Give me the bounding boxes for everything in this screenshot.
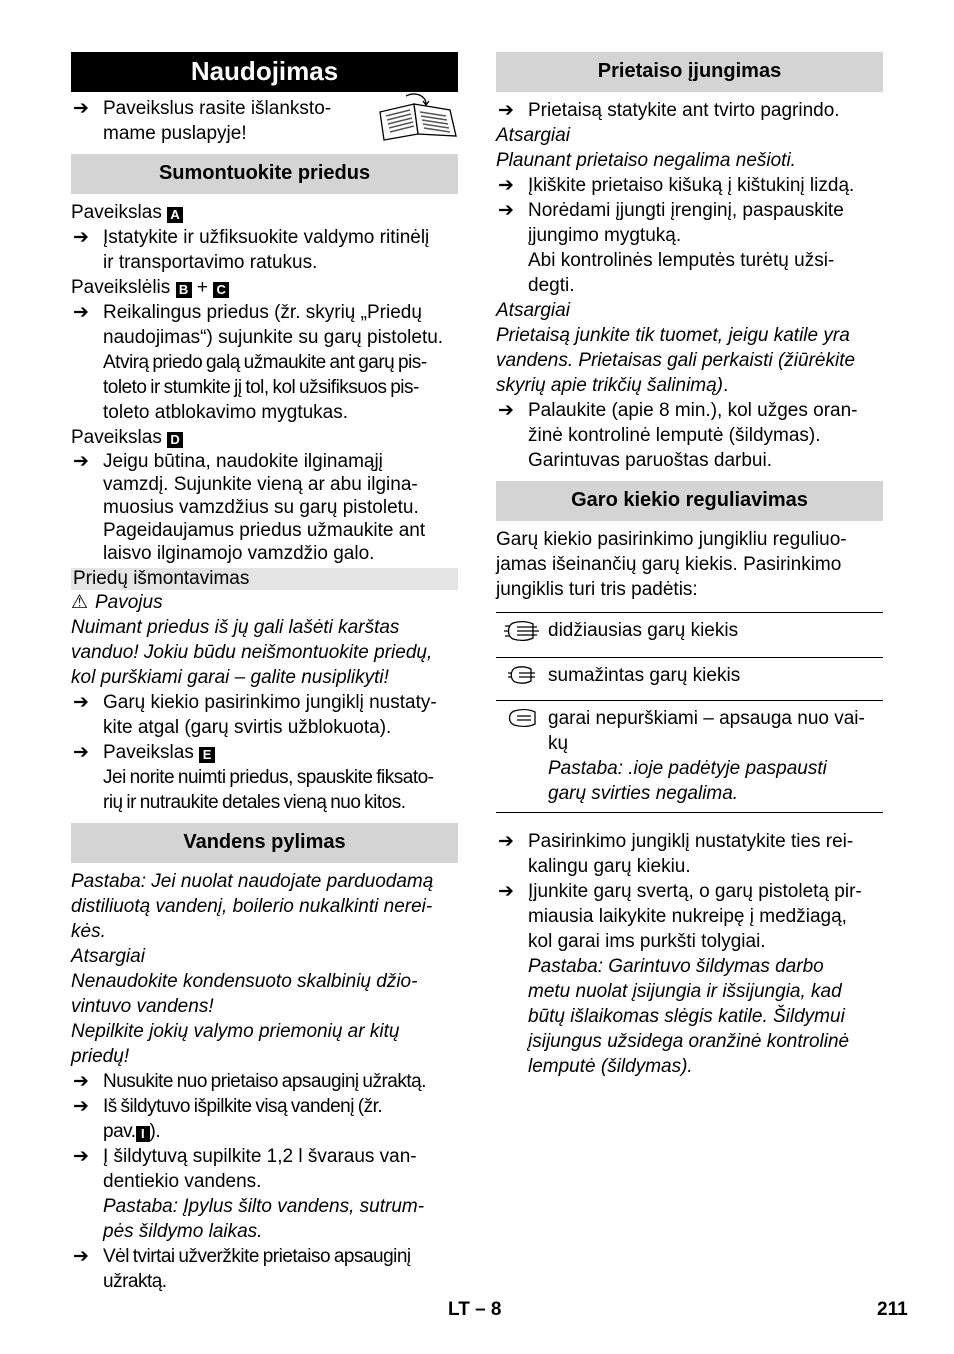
figure-box-b: B — [176, 282, 192, 298]
lamps-text: Abi kontrolinės lemputės turėtų užsi- degti. — [528, 250, 835, 296]
bullet-unscrew-cap: ➔ Nusukite nuo prietaiso apsauginį užraktą. — [71, 1069, 458, 1094]
steam-off-icon — [505, 706, 539, 730]
remove-accessory-text: Jei norite nuimti priedus, spauskite fiksato- rių ir nutraukite detales vieną nuo kitos. — [103, 767, 434, 813]
bullet-tighten-cap: ➔ Vėl tvirtai užveržkite prietaiso apsauginį užraktą. — [71, 1244, 458, 1294]
steam-min-icon — [505, 663, 539, 687]
figure-box-e: E — [199, 747, 215, 763]
heading-garo-kiekio-reguliavimas: Garo kiekio reguliavimas — [496, 481, 883, 521]
section-title-naudojimas: Naudojimas — [71, 52, 458, 92]
heading-vandens-pylimas: Vandens pylimas — [71, 823, 458, 863]
mode-min-text: sumažintas garų kiekis — [548, 665, 741, 686]
figure-ref-bc: Paveikslėlis B + C — [71, 275, 458, 300]
page-number: 211 — [877, 1299, 908, 1320]
mode-max-text: didžiausias garų kiekis — [548, 620, 739, 641]
bullet-connect-accessories: ➔ Reikalingus priedus (žr. skyrių „Priedų naudojimas“) sujunkite su garų pistoletu. Atvirą priedo galą užmaukite ant garų pis- toleto ir stumkite jį tol, kol užsifiksuos pis- toleto atblokavimo mygtukas. — [71, 300, 458, 425]
note-warm-water: Pastaba: Įpylus šilto vandens, sutrum- pės šildymo laikas. — [103, 1196, 425, 1242]
table-row: garai nepurškiami – apsauga nuo vai- kų Pastaba: .ioje padėtyje paspausti garų svirties negalima. — [496, 701, 883, 813]
figure-box-d: D — [167, 432, 183, 448]
steam-modes-table — [496, 612, 883, 813]
heading-prietaiso-ijungimas: Prietaiso įjungimas — [496, 52, 883, 92]
steam-intro: Garų kiekio pasirinkimo jungikliu reguliuo- jamas išeinančių garų kiekis. Pasirinkimo jungiklis turi tris padėtis: — [496, 529, 847, 600]
caution-water-in-boiler: Prietaisą junkite tik tuomet, jeigu katile yra vandens. Prietaisas gali perkaisti (žiūrėkite skyrių apie trikčių šalinimą). — [496, 325, 856, 396]
bullet-install-rollers: ➔ Įstatykite ir užfiksuokite valdymo ritinėlį ir transportavimo ratukus. — [71, 225, 458, 275]
bullet-extension-tube: ➔ Jeigu būtina, naudokite ilginamąjį vamzdį. Sujunkite vieną ar abu ilgina- muosius vamzdžius su garų pistoletu. Pageidaujamus priedus užmaukite ant laisvo ilginamojo vamzdžio galo. — [71, 450, 458, 565]
danger-text: Nuimant priedus iš jų gali lašėti karštas vanduo! Jokiu būdu neišmontuokite priedų, kol purškiami garai – galite nusiplikyti! — [71, 617, 433, 688]
table-row — [496, 658, 883, 701]
caution-dryer-water: Nenaudokite kondensuoto skalbinių džio- vintuvo vandens! — [71, 971, 418, 1017]
bullet-intro: ➔ Paveikslus rasite išlanksto- mame puslapyje! — [71, 96, 458, 146]
danger-label: ⚠ Pavojus — [71, 592, 163, 613]
bullet-stable-surface: ➔ Prietaisą statykite ant tvirto pagrindo. — [496, 98, 883, 123]
heading-sumontuokite-priedus: Sumontuokite priedus — [71, 154, 458, 194]
subheading-priedu-ismontavimas: Priedų išmontavimas — [71, 568, 458, 590]
figure-box-a: A — [167, 207, 183, 223]
bullet-set-switch: ➔ Pasirinkimo jungiklį nustatykite ties rei- kalingu garų kiekiu. — [496, 829, 883, 879]
bullet-drain-water: ➔ Iš šildytuvo išpilkite visą vandenį (žr. pav. I ). — [71, 1094, 458, 1144]
note-distilled-water: Pastaba: Jei nuolat naudojate parduodamą distiliuotą vandenį, boilerio nukalkinti nerei- kės. — [71, 871, 434, 942]
note-heating-cycle: Pastaba: Garintuvo šildymas darbo metu nuolat įsijungia ir išsijungia, kad būtų išlaikomas slėgis katile. Šildymui įsijungus užsidega oranžinė kontrolinė lemputė (šildymas). — [528, 956, 850, 1077]
intro-block — [71, 96, 458, 146]
bullet-press-lever: ➔ Įjunkite garų svertą, o garų pistoletą pir- miausia laikykite nukreipę į medžiagą, kol garai ims purkšti tolygiai. — [496, 879, 883, 954]
mode-off-note: Pastaba: .ioje padėtyje paspausti — [548, 758, 827, 779]
bullet-wait-heating: ➔ Palaukite (apie 8 min.), kol užges oran- žinė kontrolinė lemputė (šildymas). Garintuvas paruoštas darbui. — [496, 398, 883, 473]
caution-no-carry: Plaunant prietaiso negalima nešioti. — [496, 150, 796, 171]
figure-ref-d: Paveikslas D — [71, 425, 458, 450]
figure-ref-a: Paveikslas A — [71, 200, 458, 225]
caution-no-detergents: Nepilkite jokių valymo priemonių ar kitų priedų! — [71, 1021, 400, 1067]
figure-box-i: I — [136, 1126, 150, 1142]
caution-label: Atsargiai — [71, 946, 145, 967]
bullet-figure-e: ➔ Paveikslas E — [71, 740, 458, 765]
table-row — [496, 613, 883, 658]
left-column — [71, 52, 458, 1294]
mode-off-text: garai nepurškiami – apsauga nuo vai- — [548, 708, 865, 729]
bullet-plug-in: ➔ Įkiškite prietaiso kišuką į kištukinį lizdą. — [496, 173, 883, 198]
bullet-power-button: ➔ Norėdami įjungti įrenginį, paspauskite įjungimo mygtuką. — [496, 198, 883, 248]
figure-box-c: C — [213, 282, 229, 298]
open-book-icon — [376, 92, 458, 142]
bullet-reset-switch: ➔ Garų kiekio pasirinkimo jungiklį nustaty- kite atgal (garų svirtis užblokuota). — [71, 690, 458, 740]
right-column — [496, 52, 883, 1079]
warning-triangle-icon: ⚠ — [71, 592, 89, 613]
caution-label: Atsargiai — [496, 125, 570, 146]
caution-label-2: Atsargiai — [496, 300, 570, 321]
footer-section-label: LT – 8 — [448, 1299, 502, 1320]
steam-max-icon — [503, 618, 541, 644]
bullet-fill-water: ➔ Į šildytuvą supilkite 1,2 l švaraus van- dentiekio vandens. — [71, 1144, 458, 1194]
